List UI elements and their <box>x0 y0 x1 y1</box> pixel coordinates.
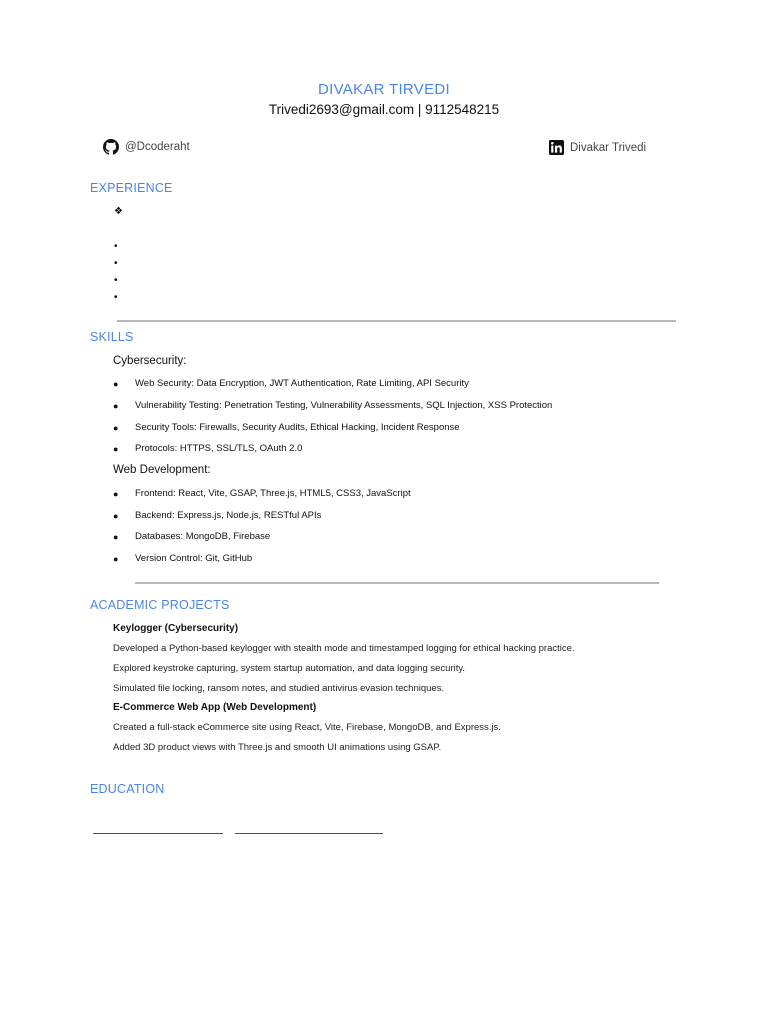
linkedin-name: Divakar Trivedi <box>570 141 647 154</box>
skill-item <box>113 488 411 499</box>
linkedin-icon <box>549 140 564 155</box>
project-line: Explored keystroke capturing, system startup automation, and data logging security. <box>113 663 466 674</box>
skill-item <box>113 553 252 564</box>
bullet: ● <box>113 531 119 542</box>
contact-line: Trivedi2693@gmail.com | 9112548215 <box>268 102 500 117</box>
project-line: Simulated file locking, ransom notes, and studied antivirus evasion techniques. <box>113 683 445 694</box>
skill-item <box>113 443 302 454</box>
skills-group-heading: Web Development: <box>113 464 211 476</box>
bullet: ● <box>113 510 119 521</box>
bullet: ● <box>113 400 119 411</box>
bullet: ● <box>113 488 119 499</box>
experience-diamond-bullet: ❖ <box>114 206 123 217</box>
experience-heading: EXPERIENCE <box>90 181 173 195</box>
bullet: ● <box>113 422 119 433</box>
skill-item <box>113 400 552 411</box>
skill-item <box>113 422 460 433</box>
experience-bullet: • <box>114 241 118 252</box>
skill-text: Version Control: Git, GitHub <box>135 553 253 564</box>
skill-text: Protocols: HTTPS, SSL/TLS, OAuth 2.0 <box>135 443 303 454</box>
section-divider <box>117 320 676 322</box>
project-line: Added 3D product views with Three.js and smooth UI animations using GSAP. <box>113 742 442 753</box>
bullet: ● <box>113 443 119 454</box>
github-handle: @Dcoderaht <box>125 141 190 153</box>
skill-text: Vulnerability Testing: Penetration Testing, Vulnerability Assessments, SQL Injection, XSS Protection <box>135 400 553 411</box>
skill-item <box>113 531 270 542</box>
skills-group-heading: Cybersecurity: <box>113 355 187 367</box>
skill-text: Backend: Express.js, Node.js, RESTful APIs <box>135 510 322 521</box>
experience-bullet: • <box>114 292 118 303</box>
linkedin-link[interactable] <box>549 140 646 155</box>
project-title: E-Commerce Web App (Web Development) <box>113 702 317 713</box>
experience-bullet: • <box>114 258 118 269</box>
education-heading: EDUCATION <box>90 782 165 796</box>
skill-text: Databases: MongoDB, Firebase <box>135 531 271 542</box>
experience-bullet: • <box>114 275 118 286</box>
bullet: ● <box>113 553 119 564</box>
project-line: Created a full-stack eCommerce site using React, Vite, Firebase, MongoDB, and Express.js. <box>113 722 501 733</box>
project-title: Keylogger (Cybersecurity) <box>113 623 239 634</box>
section-divider <box>135 582 659 584</box>
skill-text: Web Security: Data Encryption, JWT Authentication, Rate Limiting, API Security <box>135 378 469 389</box>
education-link-underline[interactable] <box>93 833 223 834</box>
project-line: Developed a Python-based keylogger with stealth mode and timestamped logging for ethical hacking practice. <box>113 643 575 654</box>
github-link[interactable] <box>103 139 190 155</box>
skill-text: Frontend: React, Vite, GSAP, Three.js, HTML5, CSS3, JavaScript <box>135 488 411 499</box>
skill-item <box>113 510 321 521</box>
bullet: ● <box>113 378 119 389</box>
github-icon <box>103 139 119 155</box>
skill-item <box>113 378 469 389</box>
projects-heading: ACADEMIC PROJECTS <box>90 598 230 612</box>
candidate-name: DIVAKAR TIRVEDI <box>317 81 451 98</box>
skill-text: Security Tools: Firewalls, Security Audits, Ethical Hacking, Incident Response <box>135 422 460 433</box>
education-link-underline[interactable] <box>235 833 383 834</box>
skills-heading: SKILLS <box>90 330 134 344</box>
